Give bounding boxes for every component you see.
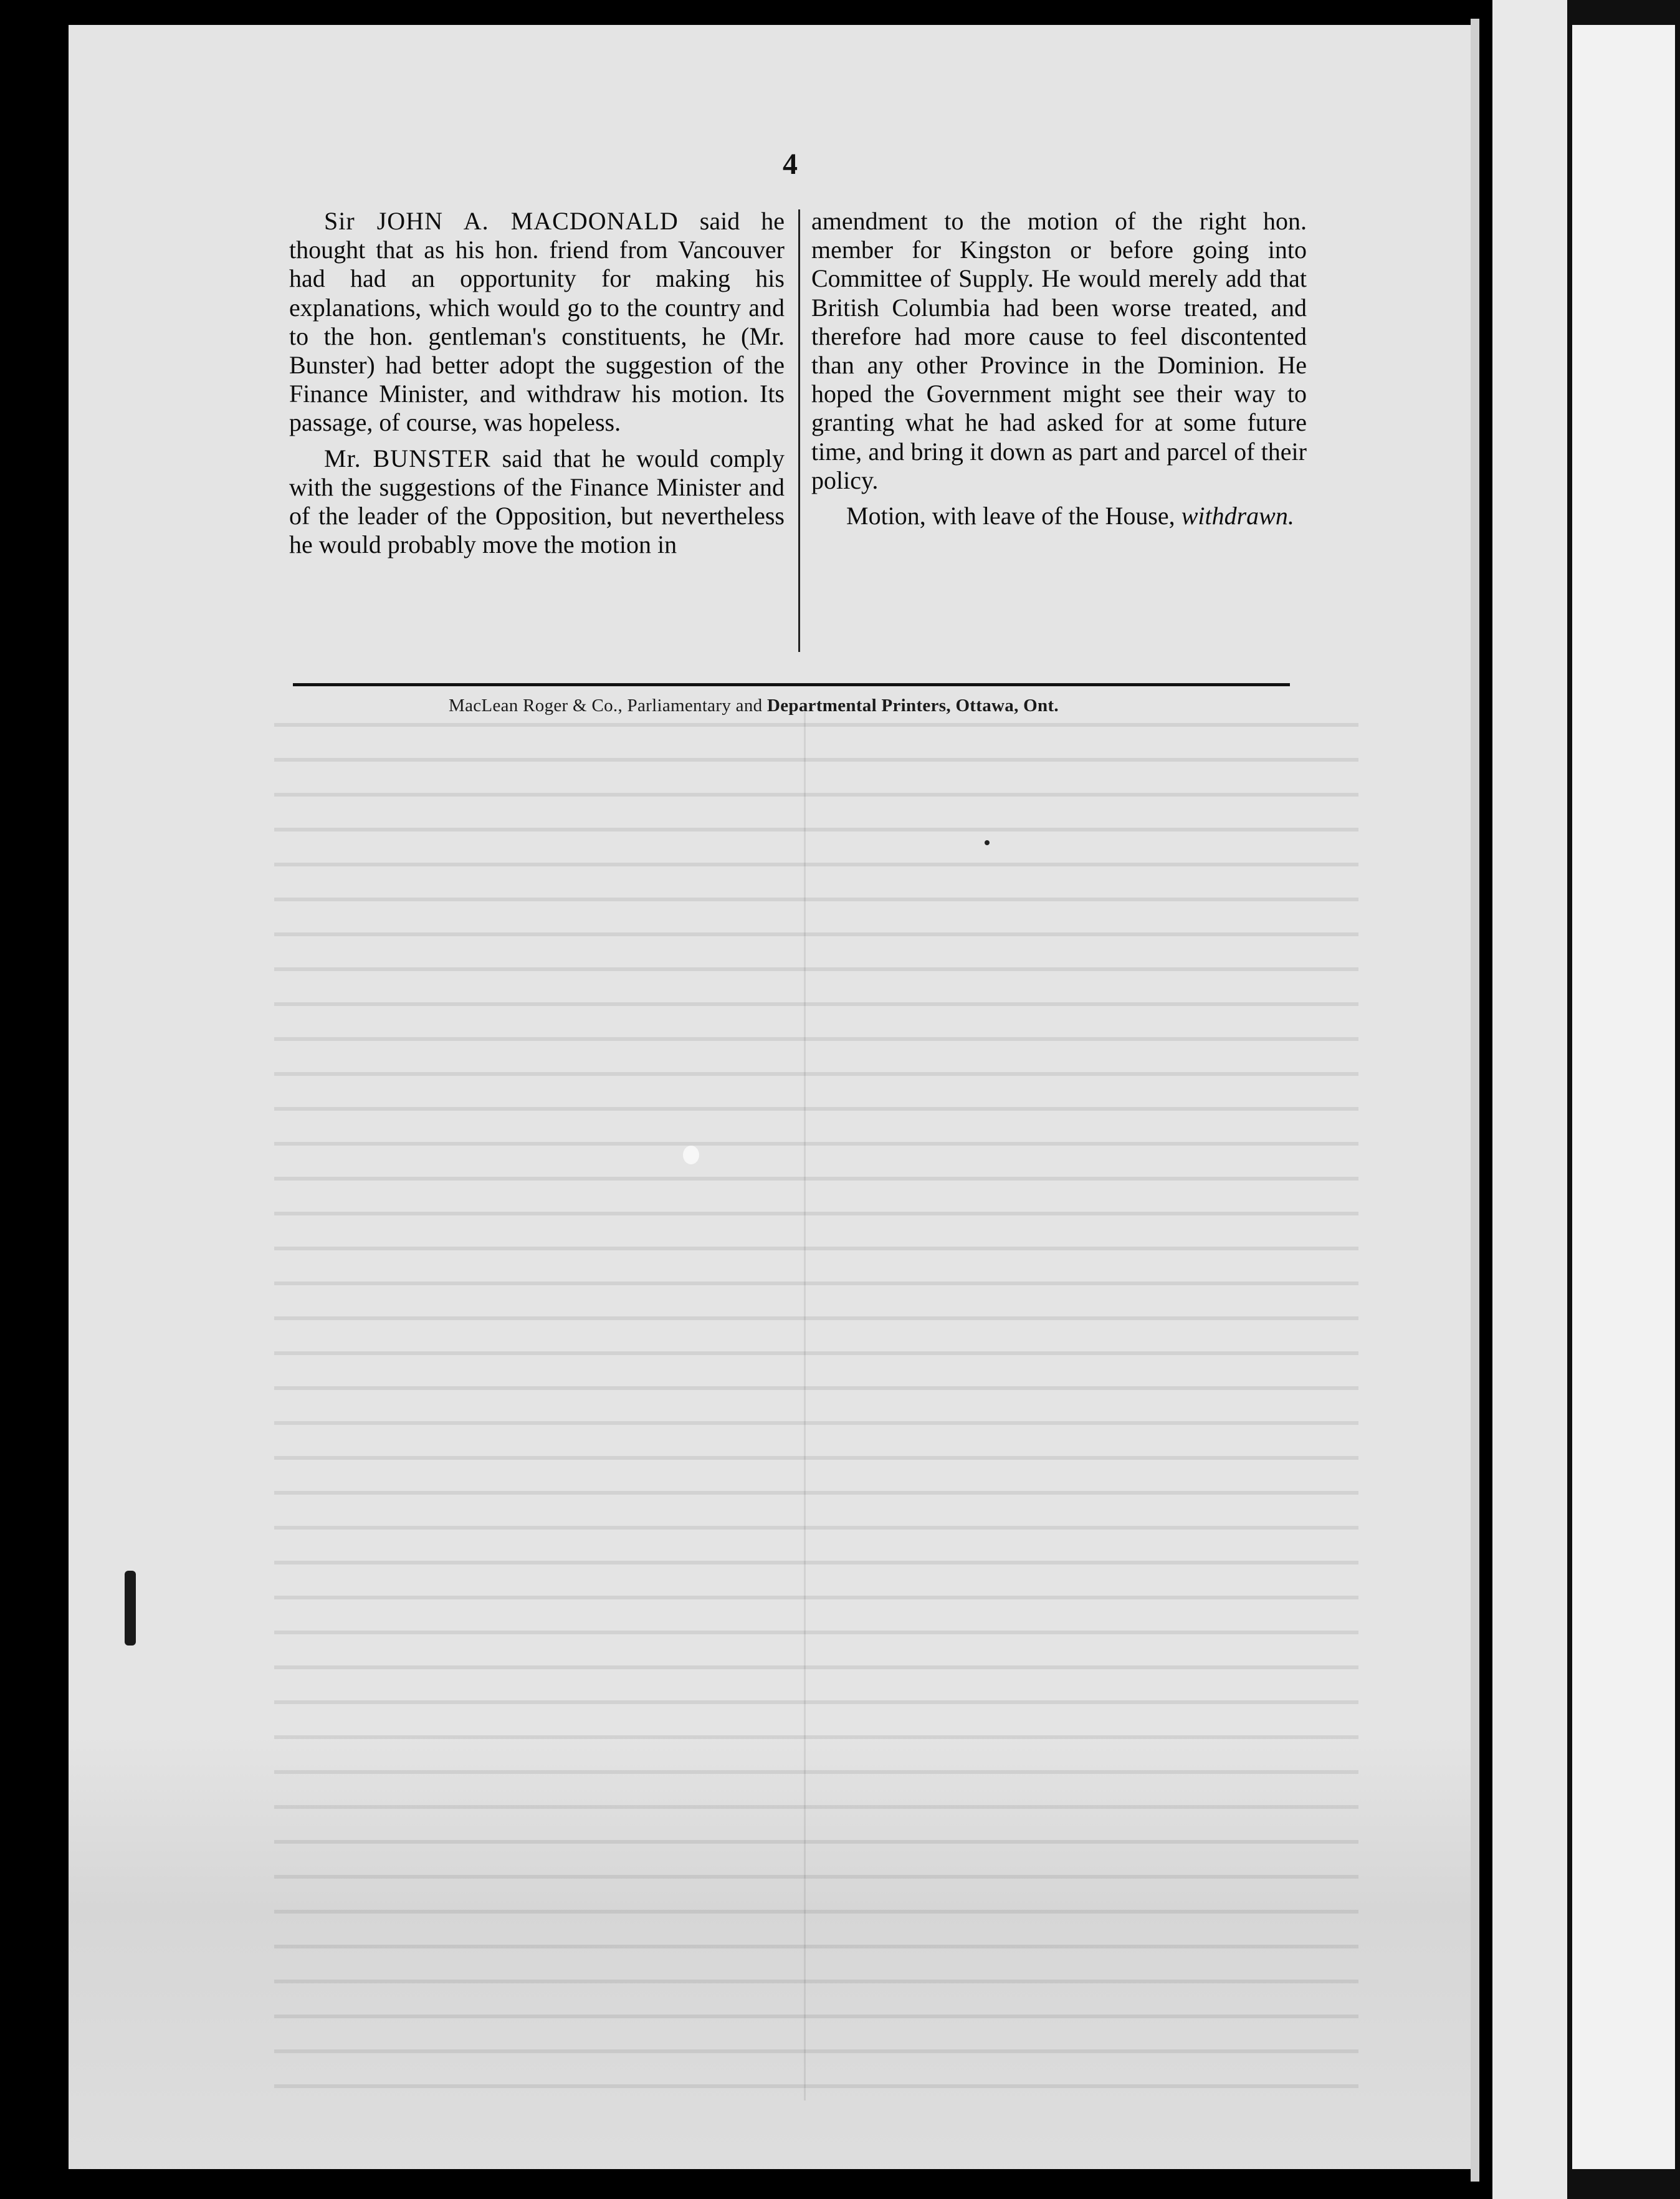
adjacent-page-strip — [1492, 0, 1567, 2199]
paragraph-macdonald — [289, 207, 785, 438]
footer-rule — [293, 683, 1290, 686]
motion-result: withdrawn. — [1181, 502, 1294, 530]
show-through-text — [274, 723, 1358, 2101]
edge-mark — [125, 1571, 136, 1646]
page-number: 4 — [783, 148, 798, 181]
right-column — [811, 207, 1307, 537]
speaker-name: Mr. BUNSTER — [324, 444, 491, 472]
adjacent-page — [1572, 25, 1675, 2169]
adjacent-page-border — [1567, 0, 1680, 2199]
printer-imprint — [449, 696, 1059, 716]
ink-dot — [985, 840, 990, 845]
speaker-name: Sir JOHN A. MACDONALD — [324, 207, 679, 235]
paragraph-bunster — [289, 444, 785, 560]
paragraph-motion — [811, 502, 1307, 530]
paragraph-text: said that he would comply with the suggestions of the Finance Minister and of the leader of the Opposition, but nevertheless he would probably move the motion in — [289, 444, 785, 559]
column-divider — [798, 209, 800, 652]
show-through-column-rule — [804, 711, 806, 2101]
paragraph-text: said he thought that as his hon. friend from Vancouver had had an opportunity for making his explanations, which would go to the country and to the hon. gentleman's constituents, he (Mr. Bunster) had better adopt the suggestion of the Finance Minister, and withdraw his motion. Its passage, of course, was hopeless. — [289, 207, 785, 437]
paper-speck — [683, 1146, 699, 1164]
left-column — [289, 207, 785, 566]
paragraph-continuation — [811, 207, 1307, 495]
page-edge — [1471, 19, 1479, 2182]
imprint-bold-text: Departmental Printers, Ottawa, Ont. — [767, 696, 1059, 716]
imprint-text: MacLean Roger & Co., Parliamentary and — [449, 696, 767, 716]
paragraph-text: Motion, with leave of the House, — [846, 502, 1181, 530]
paragraph-text: amendment to the motion of the right hon. member for Kingston or before going into Committee of Supply. He would merely add that British Columbia had been worse treated, and therefore had more cause to feel discontented than any other Province in the Dominion. He hoped the Government might see their way to granting what he had asked for at some future time, and bring it down as part and parcel of their policy. — [811, 207, 1307, 494]
